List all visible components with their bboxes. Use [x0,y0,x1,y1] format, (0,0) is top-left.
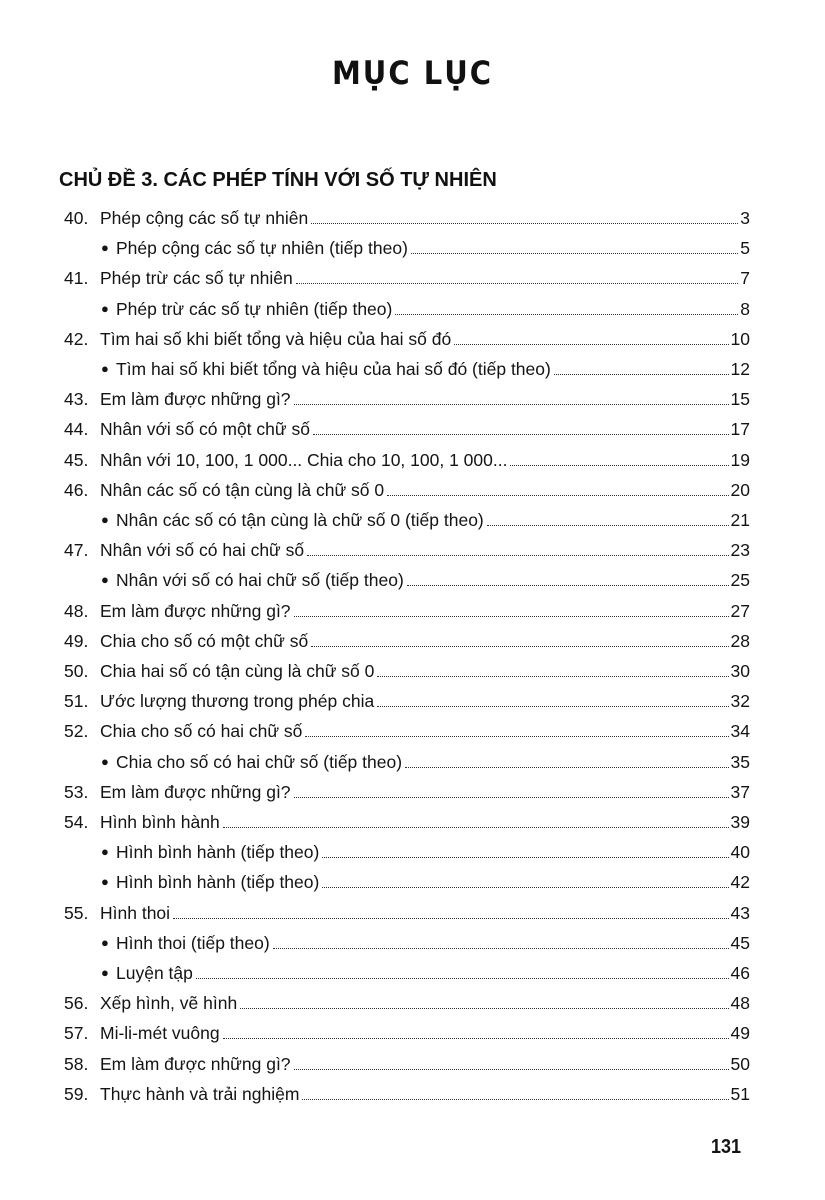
entry-page: 21 [730,510,750,530]
entry-page: 23 [730,540,750,561]
entry-title: Nhân với 10, 100, 1 000... Chia cho 10, 100, 1 000... [100,449,508,470]
entry-title: Phép cộng các số tự nhiên [100,208,309,228]
dot-leader [294,1069,729,1070]
toc-entry [64,471,750,501]
toc-entry [64,531,750,561]
entry-page: 10 [730,328,750,349]
entry-number: 47. [64,540,89,561]
dot-leader [311,646,728,647]
toc-entry [64,1075,750,1105]
dot-leader [554,374,729,375]
bullet-icon: ● [101,240,109,256]
dot-leader [322,887,728,888]
entry-title: Tìm hai số khi biết tổng và hiệu của hai số đó [100,328,452,349]
entry-page: 45 [730,932,750,953]
dot-leader [296,283,738,284]
bullet-icon: ● [101,300,109,316]
dot-leader [487,525,729,526]
entry-page: 3 [740,208,750,228]
bullet-icon: ● [101,361,109,376]
entry-page: 42 [730,872,750,893]
bullet-icon: ● [101,512,109,527]
entry-title: Phép cộng các số tự nhiên (tiếp theo) [116,238,408,259]
dot-leader [405,767,728,768]
toc-subentry [101,229,750,259]
dot-leader [307,555,728,556]
dot-leader [395,314,738,315]
entry-number: 50. [64,661,89,681]
entry-title: Chia cho số có hai chữ số (tiếp theo) [116,751,403,772]
entry-page: 17 [730,419,750,440]
dot-leader [313,434,729,435]
toc-subentry [101,743,750,773]
entry-page: 20 [730,479,750,500]
entry-title: Hình bình hành (tiếp theo) [116,872,320,893]
entry-page: 37 [730,781,750,802]
chapter-heading: CHỦ ĐỀ 3. CÁC PHÉP TÍNH VỚI SỐ TỰ NHIÊN [59,169,497,191]
toc-entry [64,199,750,229]
toc-entry [64,803,750,833]
entry-page: 25 [730,570,750,591]
entry-title: Chia hai số có tận cùng là chữ số 0 [100,661,375,681]
entry-title: Nhân với số có hai chữ số [100,540,305,561]
entry-number: 42. [64,328,89,349]
toc-entry [64,712,750,742]
toc-entry [64,652,750,682]
dot-leader [294,404,729,405]
entry-page: 39 [730,812,750,832]
entry-title: Phép trừ các số tự nhiên [100,268,293,289]
entry-title: Em làm được những gì? [100,389,291,410]
entry-title: Tìm hai số khi biết tổng và hiệu của hai số đó (tiếp theo) [116,359,551,379]
entry-title: Hình bình hành (tiếp theo) [116,842,320,863]
entry-page: 35 [730,751,750,772]
toc-entry [64,410,750,440]
entry-title: Chia cho số có hai chữ số [100,721,303,742]
entry-title: Mi-li-mét vuông [100,1023,220,1044]
entry-title: Phép trừ các số tự nhiên (tiếp theo) [116,298,393,319]
dot-leader [407,585,729,586]
dot-leader [387,495,728,496]
entry-title: Xếp hình, vẽ hình [100,993,238,1014]
dot-leader [305,736,728,737]
entry-page: 51 [730,1083,750,1104]
entry-page: 19 [730,449,750,470]
page-title: MỤC LỤC [331,54,494,92]
entry-title: Nhân các số có tận cùng là chữ số 0 (tiếp theo) [116,510,484,530]
bullet-icon: ● [101,572,109,588]
entry-number: 41. [64,268,89,289]
toc-entry [64,1014,750,1044]
entry-number: 58. [64,1053,89,1074]
dot-leader [240,1008,728,1009]
entry-page: 49 [730,1023,750,1044]
bullet-icon: ● [101,934,109,950]
page-number: 131 [711,1134,742,1158]
entry-number: 56. [64,993,89,1014]
entry-number: 44. [64,419,89,440]
toc-entry [64,441,750,471]
dot-leader [454,344,728,345]
bullet-icon: ● [101,965,109,980]
entry-number: 51. [64,691,89,712]
entry-number: 55. [64,902,89,923]
entry-page: 15 [730,389,750,410]
entry-number: 46. [64,479,89,500]
toc-subentry [101,501,750,531]
entry-title: Hình bình hành [100,812,220,832]
entry-title: Nhân với số có hai chữ số (tiếp theo) [116,570,404,591]
dot-leader [377,706,728,707]
toc-entry [64,682,750,712]
toc-entry [64,1045,750,1075]
entry-page: 46 [730,963,750,983]
entry-title: Em làm được những gì? [100,600,291,621]
toc-subentry [101,350,750,380]
dot-leader [294,797,729,798]
toc-entry [64,622,750,652]
entry-page: 30 [730,661,750,681]
entry-title: Hình thoi (tiếp theo) [116,932,270,953]
entry-title: Nhân với số có một chữ số [100,419,310,440]
entry-page: 28 [730,630,750,651]
toc-entry [64,320,750,350]
entry-number: 45. [64,449,89,470]
entry-number: 49. [64,630,89,651]
dot-leader [196,978,729,979]
dot-leader [173,918,728,919]
dot-leader [510,465,728,466]
dot-leader [377,676,728,677]
dot-leader [294,616,729,617]
entry-number: 52. [64,721,89,742]
entry-title: Em làm được những gì? [100,781,291,802]
dot-leader [411,253,738,254]
entry-title: Em làm được những gì? [100,1053,291,1074]
entry-title: Hình thoi [100,902,171,923]
entry-page: 40 [730,842,750,863]
bullet-icon: ● [101,753,109,769]
toc-subentry [101,290,750,320]
dot-leader [322,857,728,858]
entry-number: 48. [64,600,89,621]
entry-number: 53. [64,781,89,802]
toc-subentry [101,954,750,984]
toc-subentry [101,561,750,591]
entry-number: 59. [64,1083,89,1104]
dot-leader [302,1099,728,1100]
toc-entry [64,259,750,289]
entry-page: 5 [740,238,750,259]
toc-entry [64,592,750,622]
dot-leader [311,223,738,224]
entry-page: 8 [740,298,750,319]
entry-number: 43. [64,389,89,410]
toc-entry [64,894,750,924]
toc-subentry [101,833,750,863]
toc-entry [64,380,750,410]
entry-title: Thực hành và trải nghiệm [100,1083,300,1104]
toc-subentry [101,924,750,954]
entry-page: 27 [730,600,750,621]
entry-page: 34 [730,721,750,742]
dot-leader [223,1038,729,1039]
toc-entry [64,984,750,1014]
dot-leader [223,827,729,828]
entry-number: 40. [64,208,89,228]
toc-entry [64,773,750,803]
entry-title: Nhân các số có tận cùng là chữ số 0 [100,479,385,500]
entry-page: 43 [730,902,750,923]
entry-page: 48 [730,993,750,1014]
entry-number: 54. [64,812,89,832]
entry-title: Ước lượng thương trong phép chia [100,691,375,712]
entry-page: 32 [730,691,750,712]
bullet-icon: ● [101,844,109,860]
entry-page: 50 [730,1053,750,1074]
entry-number: 57. [64,1023,89,1044]
entry-page: 7 [740,268,750,289]
dot-leader [273,948,729,949]
entry-title: Chia cho số có một chữ số [100,630,309,651]
entry-title: Luyện tập [116,963,193,983]
entry-page: 12 [730,359,750,379]
toc-subentry [101,863,750,893]
bullet-icon: ● [101,874,109,890]
